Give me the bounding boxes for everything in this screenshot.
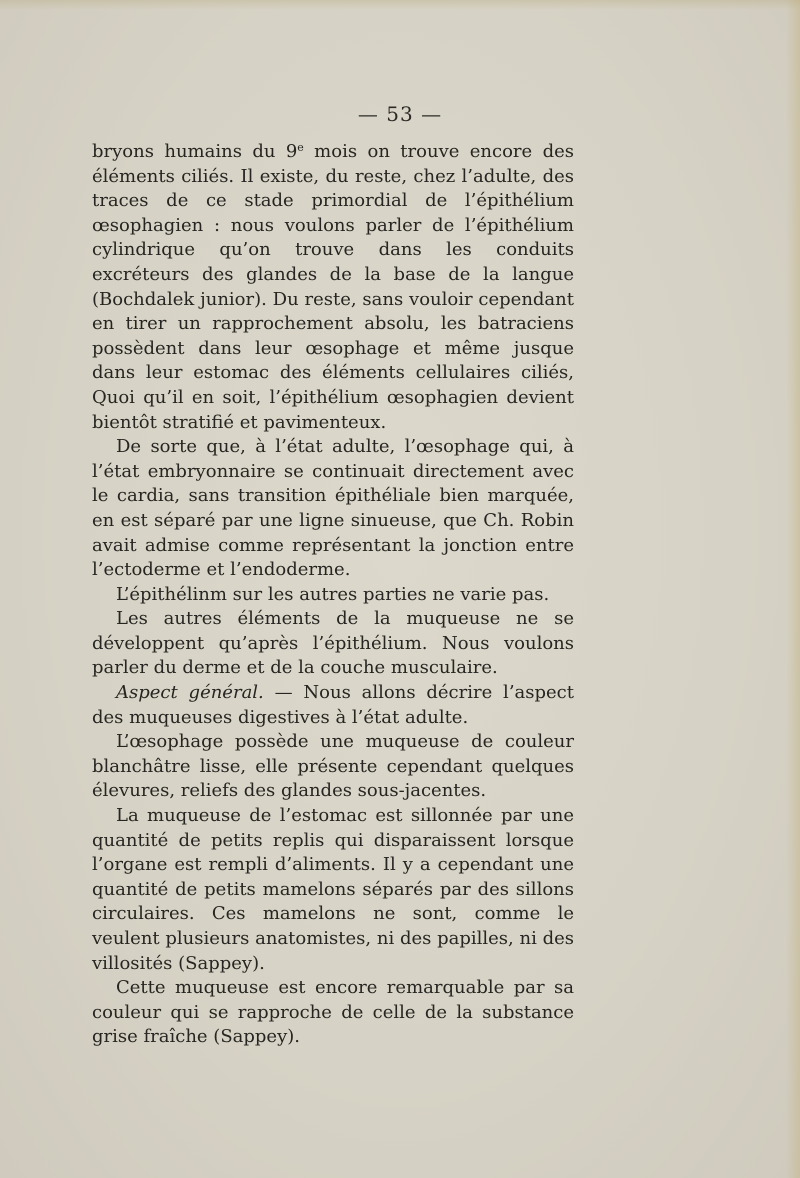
paragraph-2: De sorte que, à l’état adulte, l’œsophage qui, à l’état embryonnaire se continuait directement avec le cardia, sans transition épithéliale bien marquée, en est séparé par une ligne sinueuse, que Ch. Robin avait admise comme représentant la jonction entre l’ectoderme et l’endoderme. — [92, 436, 574, 581]
body-text — [92, 140, 574, 1050]
page-number: — 53 — — [357, 102, 443, 126]
paragraph-1-start: bryons humains du 9 — [92, 141, 298, 162]
paragraph-1-rest: mois on trouve encore des éléments ciliés. Il existe, du reste, chez l’adulte, des traces de ce stade primordial de l’épithélium œsophagien : nous voulons parler de l’épithélium cylindrique qu’on trouve dans les conduits excréteurs des glandes de la base de la langue (Bochdalek junior). Du reste, sans vouloir cependant en tirer un rapprochement absolu, les batraciens possèdent dans leur œsophage et même jusque dans leur estomac des éléments cellulaires ciliés, Quoi qu’il en soit, l’épithélium œsophagien devient bientôt stratifié et pavimenteux. — [92, 141, 574, 433]
paragraph-8: Cette muqueuse est encore remarquable par sa couleur qui se rapproche de celle de la substance grise fraîche (Sappey). — [92, 977, 574, 1048]
ordinal-superscript: e — [297, 141, 304, 154]
page-edge-top — [0, 0, 800, 10]
paragraph-4: Les autres éléments de la muqueuse ne se développent qu’après l’épithélium. Nous voulons parler du derme et de la couche musculaire. — [92, 608, 574, 679]
section-heading-italic: Aspect général. — [116, 682, 264, 704]
paragraph-5-text: — Nous allons décrire l’aspect des muqueuses digestives à l’état adulte. — [92, 682, 574, 728]
paragraph-3: L’épithélinm sur les autres parties ne varie pas. — [116, 583, 550, 605]
page-edge-right — [786, 0, 800, 1178]
paragraph-7: La muqueuse de l’estomac est sillonnée par une quantité de petits replis qui disparaissent lorsque l’organe est rempli d’aliments. Il y a cependant une quantité de petits mamelons séparés par des sillons circulaires. Ces mamelons ne sont, comme le veulent plusieurs anatomistes, ni des papilles, ni des villosités (Sappey). — [92, 805, 574, 974]
paragraph-5 — [92, 681, 574, 730]
paragraph-1 — [92, 140, 574, 435]
paragraph-6: L’œsophage possède une muqueuse de couleur blanchâtre lisse, elle présente cependant quelques élevures, reliefs des glandes sous-jacentes. — [92, 731, 574, 802]
